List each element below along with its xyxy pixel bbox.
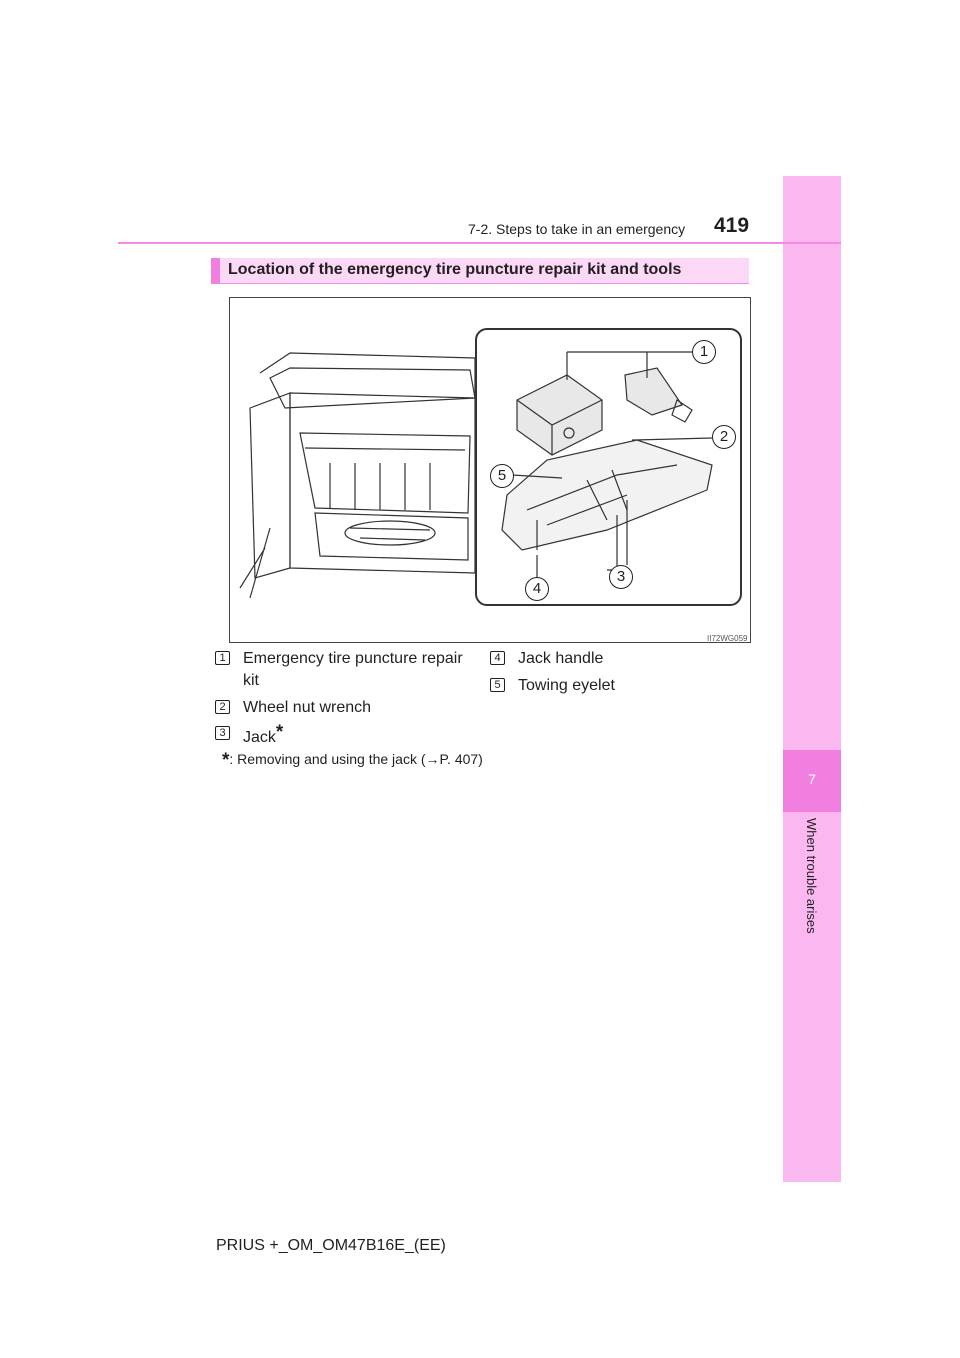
legend-item-2: Wheel nut wrench bbox=[243, 699, 372, 716]
jack-footnote-marker: * bbox=[275, 722, 284, 743]
section-heading: Location of the emergency tire puncture repair kit and tools bbox=[228, 261, 682, 278]
section-heading-bar bbox=[211, 258, 749, 284]
chapter-number: 7 bbox=[808, 771, 816, 787]
legend-item-1 bbox=[243, 648, 478, 692]
header-divider bbox=[118, 242, 841, 244]
chapter-title: When trouble arises bbox=[804, 818, 819, 934]
legend-badge-4: 4 bbox=[490, 651, 505, 665]
document-code: PRIUS +_OM_OM47B16E_(EE) bbox=[216, 1237, 446, 1254]
section-label: 7-2. Steps to take in an emergency bbox=[468, 221, 686, 237]
callout-2: 2 bbox=[712, 425, 736, 449]
legend-item-5: Towing eyelet bbox=[518, 677, 615, 694]
callout-5: 5 bbox=[490, 464, 514, 488]
legend-badge-3: 3 bbox=[215, 726, 230, 740]
legend-label-3: Jack bbox=[243, 729, 276, 746]
legend-badge-2: 2 bbox=[215, 700, 230, 714]
page-number: 419 bbox=[714, 214, 750, 237]
tools-inset bbox=[475, 328, 742, 606]
footnote bbox=[222, 750, 483, 772]
callout-4: 4 bbox=[525, 577, 549, 601]
legend-item-4: Jack handle bbox=[518, 650, 604, 667]
callout-3: 3 bbox=[609, 565, 633, 589]
chapter-side-tab bbox=[783, 176, 841, 1182]
legend-item-3 bbox=[243, 722, 283, 749]
chapter-number-tab bbox=[783, 750, 841, 812]
footnote-marker: * bbox=[222, 750, 230, 771]
tools-illustration bbox=[477, 330, 740, 604]
callout-1: 1 bbox=[692, 340, 716, 364]
legend-label-1: Emergency tire puncture repair kit bbox=[243, 650, 463, 689]
figure-code: II72WG059 bbox=[707, 634, 748, 643]
legend-badge-1: 1 bbox=[215, 651, 230, 665]
footnote-text: : Removing and using the jack (→P. 407) bbox=[229, 751, 483, 767]
legend-badge-5: 5 bbox=[490, 678, 505, 692]
